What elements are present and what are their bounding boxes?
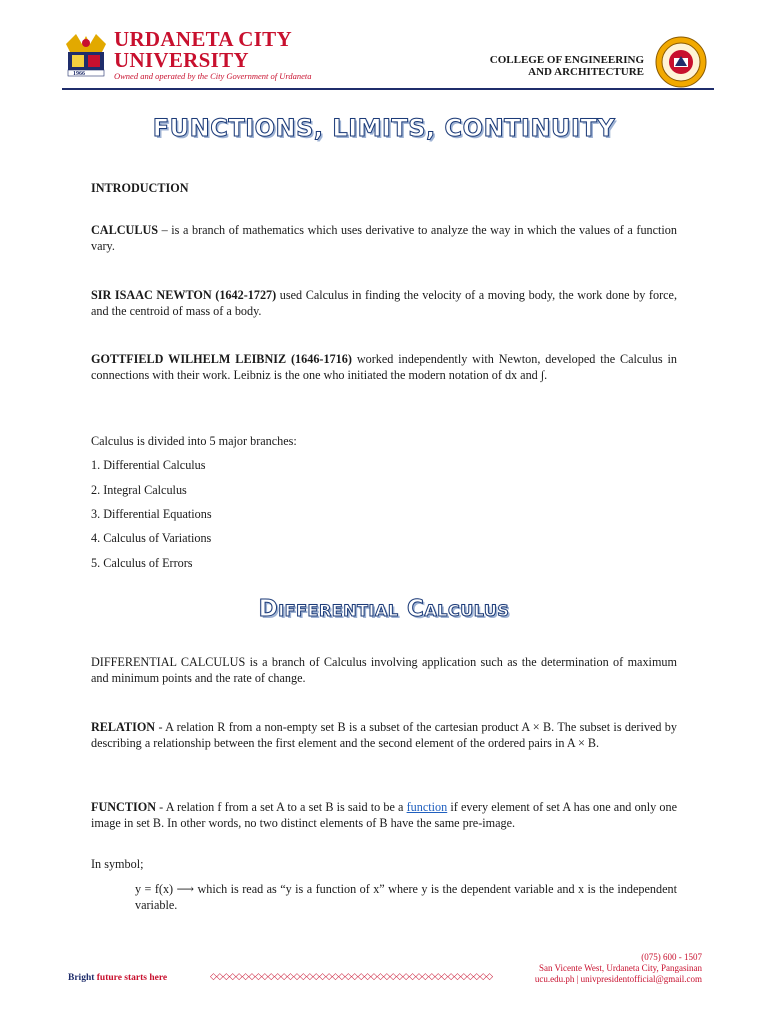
- leibniz-paragraph: [91, 351, 677, 383]
- list-item: 3. Differential Equations: [91, 507, 212, 521]
- logo-year: 1966: [73, 71, 85, 77]
- college-name-line2: AND ARCHITECTURE: [528, 66, 644, 78]
- footer-diamond-border: ◇◇◇◇◇◇◇◇◇◇◇◇◇◇◇◇◇◇◇◇◇◇◇◇◇◇◇◇◇◇◇◇◇◇◇◇◇◇◇◇◇◇◇◇: [210, 971, 493, 981]
- relation-paragraph: [91, 719, 677, 751]
- function-text-before: - A relation f from a set A to a set B is said to be a: [156, 800, 407, 814]
- newton-paragraph: [91, 287, 677, 319]
- newton-term: SIR ISAAC NEWTON (1642-1727): [91, 288, 277, 302]
- list-item: 4. Calculus of Variations: [91, 531, 212, 545]
- list-item: 5. Calculus of Errors: [91, 556, 193, 570]
- newton-text: used Calculus in finding the velocity of a moving body, the work done by force, and the centroid of mass of a body.: [91, 288, 677, 318]
- branches-intro: Calculus is divided into 5 major branches:: [91, 434, 297, 448]
- slogan-word: Bright: [68, 973, 95, 983]
- leibniz-term: GOTTFIELD WILHELM LEIBNIZ (1646-1716): [91, 352, 352, 366]
- list-item: 2. Integral Calculus: [91, 483, 187, 497]
- college-name-line1: COLLEGE OF ENGINEERING: [489, 54, 644, 66]
- intro-heading: INTRODUCTION: [91, 181, 189, 195]
- footer-slogan: [68, 973, 167, 983]
- in-symbol-label: In symbol;: [91, 857, 144, 871]
- relation-text: - A relation R from a non-empty set B is a subset of the cartesian product A × B. The subset is derived by describing a relationship between the first element and the second element of the ordered pairs in A × B.: [91, 720, 677, 750]
- college-seal: [655, 36, 707, 88]
- symbol-definition: y = f(x) ⟶ which is read as “y is a function of x” where y is the dependent variable and x is the independent variable.: [135, 882, 677, 912]
- footer-phone: (075) 600 - 1507: [641, 952, 702, 962]
- leibniz-text: worked independently with Newton, developed the Calculus in connections with their work. Leibniz is the one who initiated the modern notation of dx and ∫.: [91, 352, 678, 382]
- university-name-line1: URDANETA CITY: [114, 27, 292, 51]
- function-link[interactable]: function: [406, 800, 448, 814]
- header-divider: [62, 88, 714, 90]
- relation-term: RELATION: [91, 720, 156, 734]
- list-item: 1. Differential Calculus: [91, 458, 206, 472]
- university-name-line2: UNIVERSITY: [114, 48, 249, 72]
- calculus-paragraph: [91, 222, 677, 254]
- function-paragraph: [91, 799, 677, 831]
- section-title: Differential Calculus: [258, 596, 510, 622]
- page-title: FUNCTIONS, LIMITS, CONTINUITY: [152, 114, 616, 142]
- function-text-after: if every element of set A has one and only one image in set B. In other words, no two distinct elements of B have the same pre-image.: [91, 800, 677, 830]
- slogan-rest: future starts here: [94, 973, 168, 983]
- calculus-text: – is a branch of mathematics which uses derivative to analyze the way in which the values of a function vary.: [91, 223, 677, 253]
- footer-contact: ucu.edu.ph | univpresidentofficial@gmail.com: [534, 974, 702, 984]
- function-term: FUNCTION: [91, 800, 157, 814]
- university-subtitle: Owned and operated by the City Government of Urdaneta: [114, 71, 312, 81]
- differential-calculus-paragraph: DIFFERENTIAL CALCULUS is a branch of Calculus involving application such as the determination of maximum and minimum points and the rate of change.: [91, 655, 677, 685]
- calculus-term: CALCULUS: [91, 223, 159, 237]
- university-logo: [62, 30, 110, 78]
- footer-address: San Vicente West, Urdaneta City, Pangasinan: [538, 963, 702, 973]
